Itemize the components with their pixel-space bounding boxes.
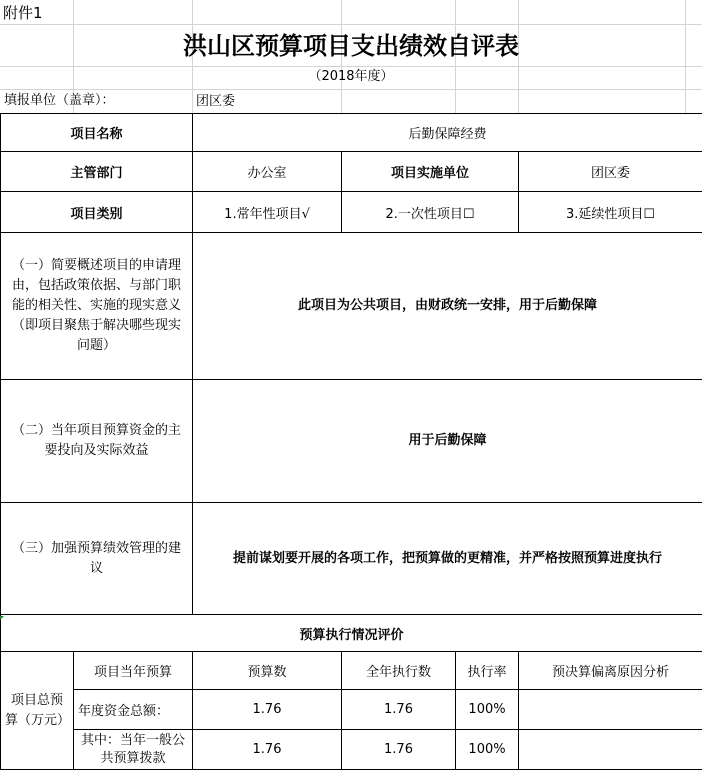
table-row [1, 690, 702, 730]
budget-item: 其中：当年一般公共预算拨款 [74, 730, 193, 770]
reporter-value: 团区委 [196, 94, 236, 109]
table-row [1, 152, 702, 192]
column-header: 项目当年预算 [74, 652, 193, 690]
grid-line [0, 24, 702, 25]
category-option-regular[interactable]: 1.常年性项目√ [193, 192, 342, 233]
cell-comment-marker [0, 616, 4, 620]
section-answer[interactable]: 此项目为公共项目，由财政统一安排，用于后勤保障 [193, 233, 702, 380]
deviation-analysis[interactable] [519, 690, 702, 730]
table-row [1, 730, 702, 770]
executed-amount[interactable]: 1.76 [342, 690, 456, 730]
section-question: （一）简要概述项目的申请理由，包括政策依据、与部门职能的相关性、实施的现实意义（即项目聚焦于解决哪些现实问题） [1, 233, 193, 380]
executed-amount[interactable]: 1.76 [342, 730, 456, 770]
project-name-label: 项目名称 [1, 114, 193, 152]
section-question: （三）加强预算绩效管理的建议 [1, 503, 193, 615]
category-option-continuing[interactable]: 3.延续性项目☐ [519, 192, 702, 233]
table-header-row [1, 652, 702, 690]
attachment-label: 附件1 [3, 4, 43, 22]
execution-rate[interactable]: 100% [456, 690, 519, 730]
project-name-value[interactable]: 后勤保障经费 [193, 114, 702, 152]
section-question: （二）当年项目预算资金的主要投向及实际效益 [1, 380, 193, 503]
budget-item: 年度资金总额： [74, 690, 193, 730]
category-option-onetime[interactable]: 2.一次性项目☐ [342, 192, 519, 233]
dept-label: 主管部门 [1, 152, 193, 192]
total-budget-label: 项目总预算（万元） [1, 652, 74, 770]
impl-unit-label: 项目实施单位 [342, 152, 519, 192]
category-label: 项目类别 [1, 192, 193, 233]
table-row [1, 503, 702, 615]
reporter-label: 填报单位（盖章）： [4, 93, 115, 108]
column-header: 全年执行数 [342, 652, 456, 690]
table-row [1, 192, 702, 233]
report-year: （2018年度） [308, 69, 394, 84]
deviation-analysis[interactable] [519, 730, 702, 770]
section-answer[interactable]: 提前谋划要开展的各项工作，把预算做的更精准，并严格按照预算进度执行 [193, 503, 702, 615]
table-row [1, 114, 702, 152]
column-header: 预算数 [193, 652, 342, 690]
grid-line [0, 89, 702, 90]
page-title: 洪山区预算项目支出绩效自评表 [183, 31, 519, 60]
grid-line [0, 66, 702, 67]
column-header: 预决算偏离原因分析 [519, 652, 702, 690]
evaluation-table [0, 113, 702, 770]
table-row [1, 380, 702, 503]
execution-rate[interactable]: 100% [456, 730, 519, 770]
budget-amount[interactable]: 1.76 [193, 730, 342, 770]
table-row [1, 615, 702, 652]
section-answer[interactable]: 用于后勤保障 [193, 380, 702, 503]
budget-amount[interactable]: 1.76 [193, 690, 342, 730]
impl-unit-value[interactable]: 团区委 [519, 152, 702, 192]
table-row [1, 233, 702, 380]
execution-section-title: 预算执行情况评价 [1, 615, 702, 652]
dept-value[interactable]: 办公室 [193, 152, 342, 192]
column-header: 执行率 [456, 652, 519, 690]
